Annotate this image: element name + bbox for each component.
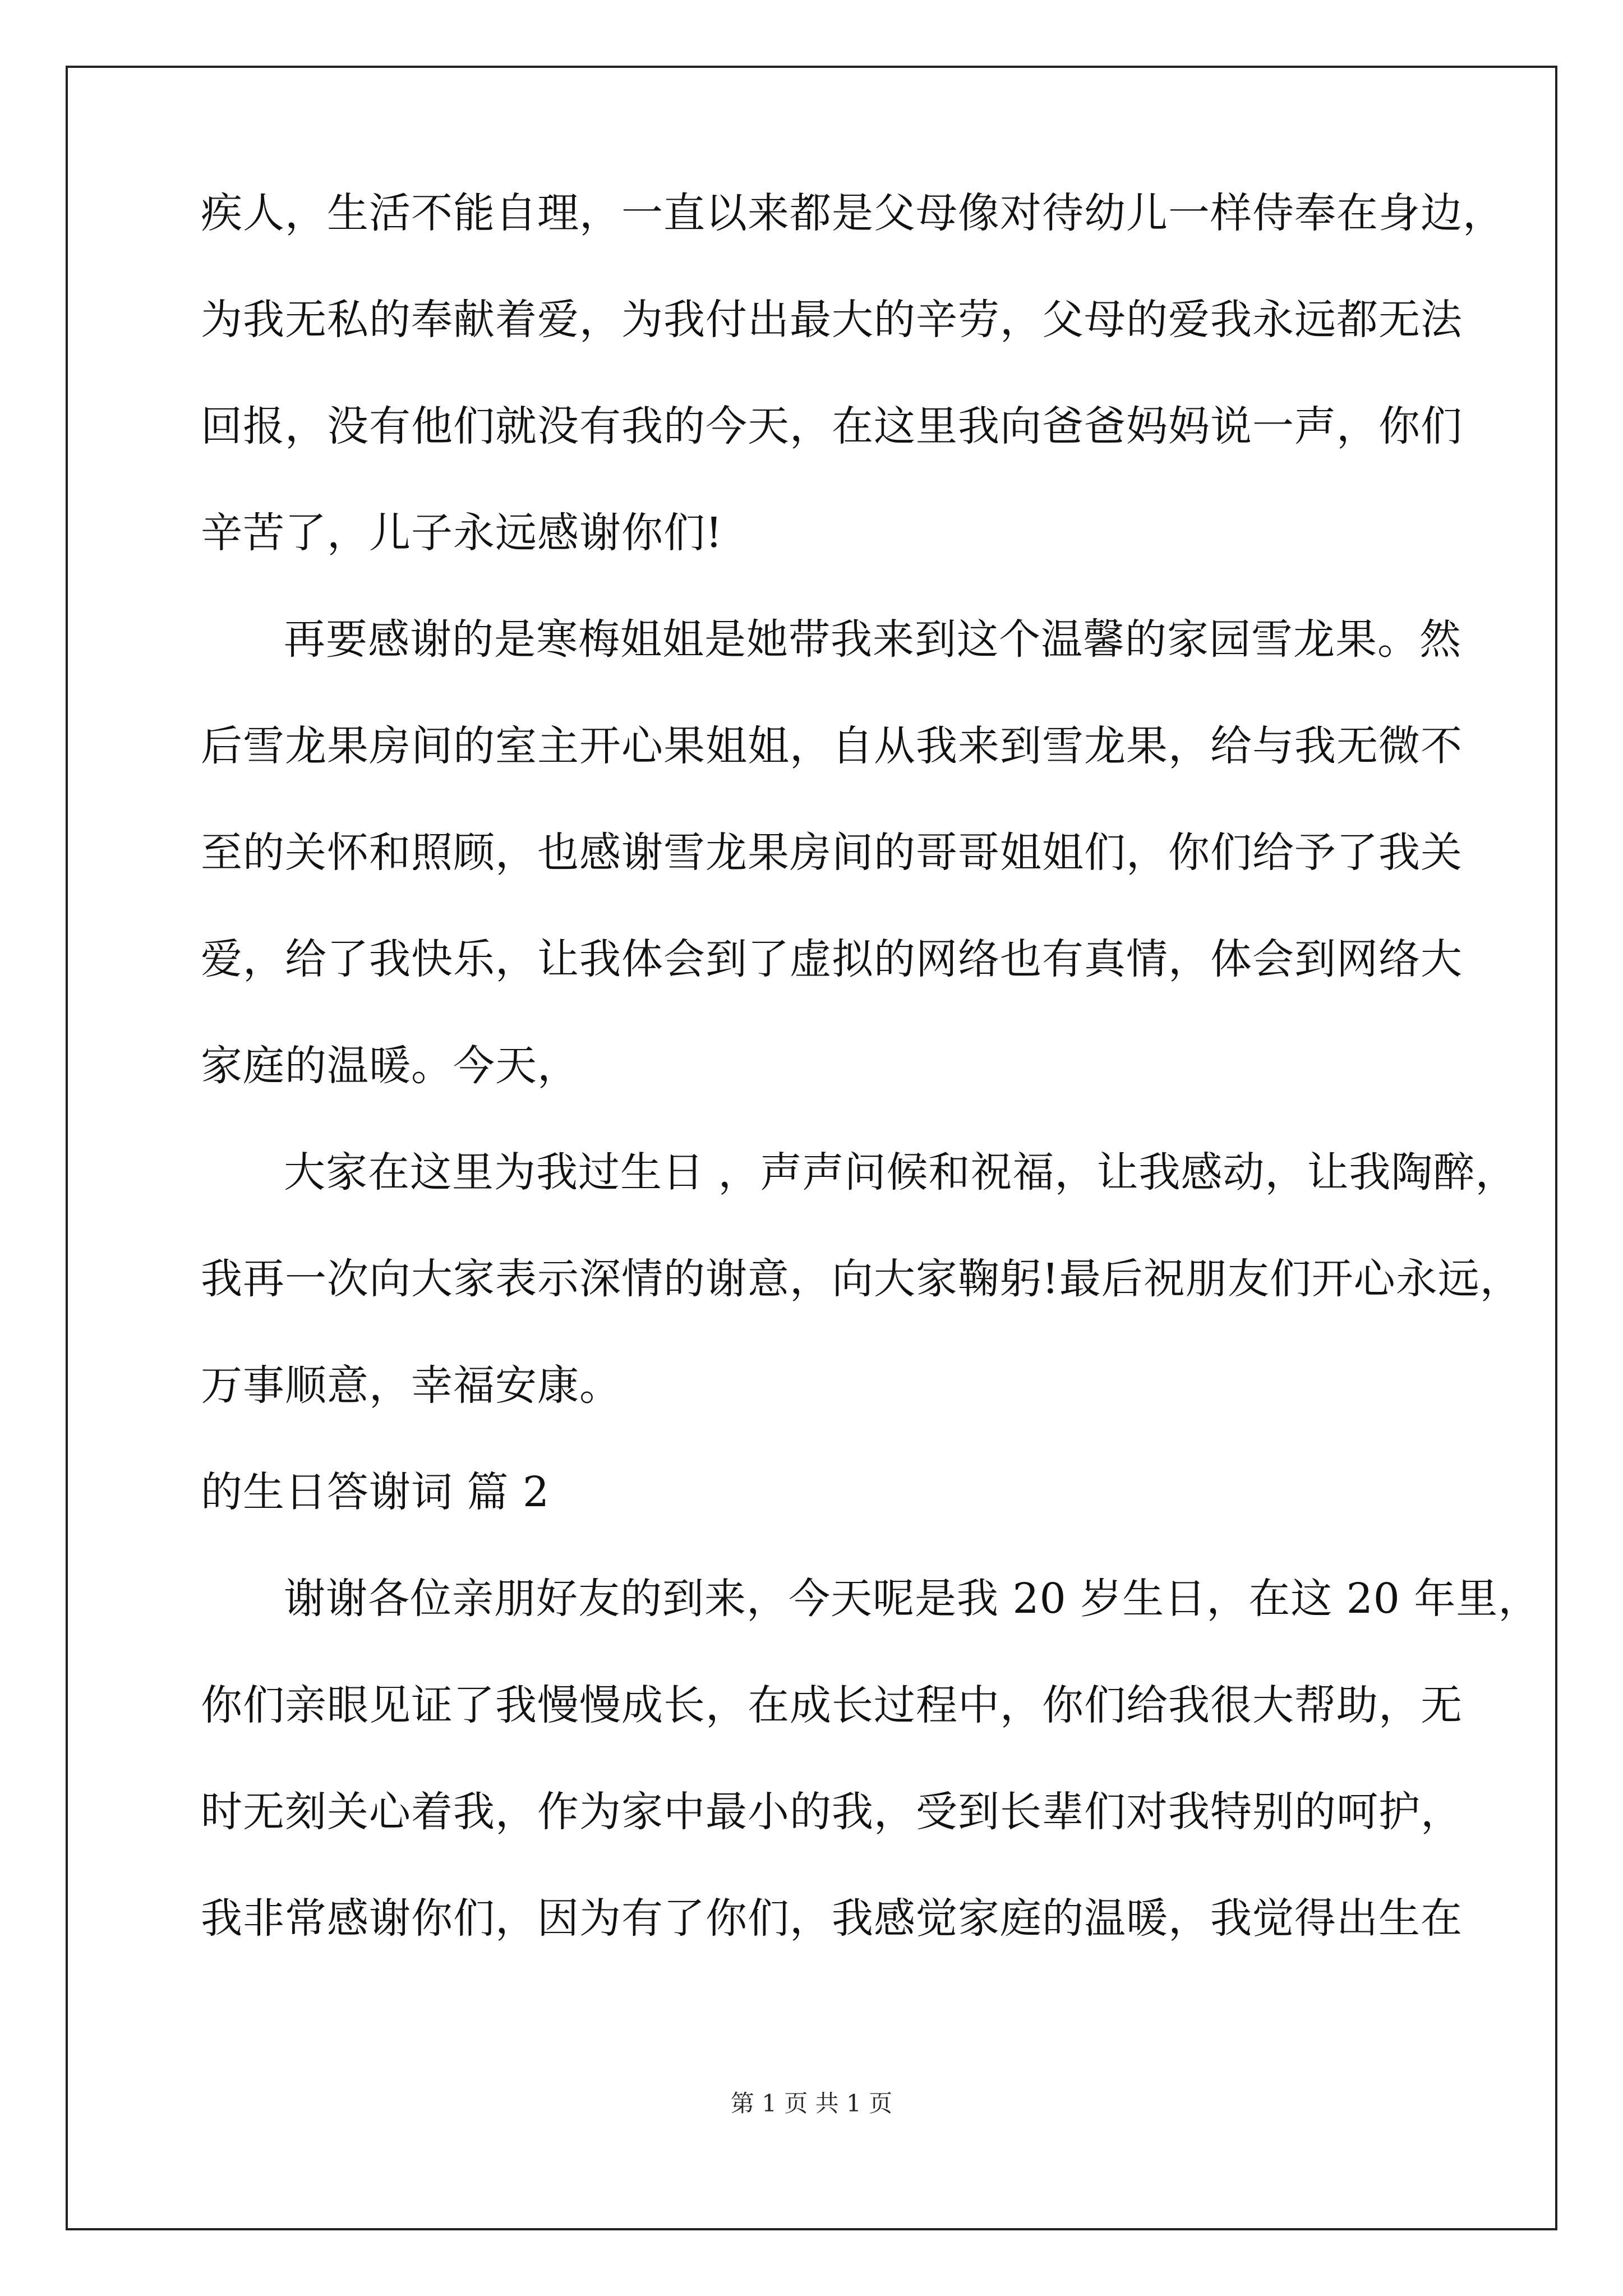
paragraph-line: 为我无私的奉献着爱，为我付出最大的辛劳，父母的爱我永远都无法 [201, 296, 1463, 344]
paragraph-line: 万事顺意，幸福安康。 [201, 1361, 621, 1410]
page-number-footer: 第 1 页 共 1 页 [730, 2090, 893, 2117]
paragraph-line: 你们亲眼见证了我慢慢成长，在成长过程中，你们给我很大帮助，无 [201, 1681, 1463, 1729]
paragraph-line: 谢谢各位亲朋好友的到来，今天呢是我 20 岁生日，在这 20 年里， [284, 1575, 1541, 1623]
paragraph-line: 家庭的温暖。今天， [201, 1042, 579, 1090]
paragraph-line: 我非常感谢你们，因为有了你们，我感觉家庭的温暖，我觉得出生在 [201, 1894, 1463, 1943]
section-heading: 的生日答谢词 篇 2 [201, 1468, 550, 1516]
paragraph-line: 后雪龙果房间的室主开心果姐姐，自从我来到雪龙果，给与我无微不 [201, 722, 1463, 770]
paragraph-line: 时无刻关心着我，作为家中最小的我，受到长辈们对我特别的呵护， [201, 1788, 1463, 1836]
paragraph-line: 大家在这里为我过生日 ，声声问候和祝福，让我感动，让我陶醉， [284, 1148, 1518, 1197]
paragraph-line: 疾人，生活不能自理，一直以来都是父母像对待幼儿一样侍奉在身边， [201, 189, 1505, 237]
paragraph-line: 爱，给了我快乐，让我体会到了虚拟的网络也有真情，体会到网络大 [201, 935, 1463, 983]
paragraph-line: 再要感谢的是寒梅姐姐是她带我来到这个温馨的家园雪龙果。然 [284, 615, 1461, 664]
paragraph-line: 我再一次向大家表示深情的谢意，向大家鞠躬!最后祝朋友们开心永远， [201, 1255, 1522, 1303]
paragraph-line: 回报，没有他们就没有我的今天，在这里我向爸爸妈妈说一声，你们 [201, 402, 1463, 450]
paragraph-line: 辛苦了，儿子永远感谢你们! [201, 509, 723, 557]
paragraph-line: 至的关怀和照顾，也感谢雪龙果房间的哥哥姐姐们，你们给予了我关 [201, 829, 1463, 877]
